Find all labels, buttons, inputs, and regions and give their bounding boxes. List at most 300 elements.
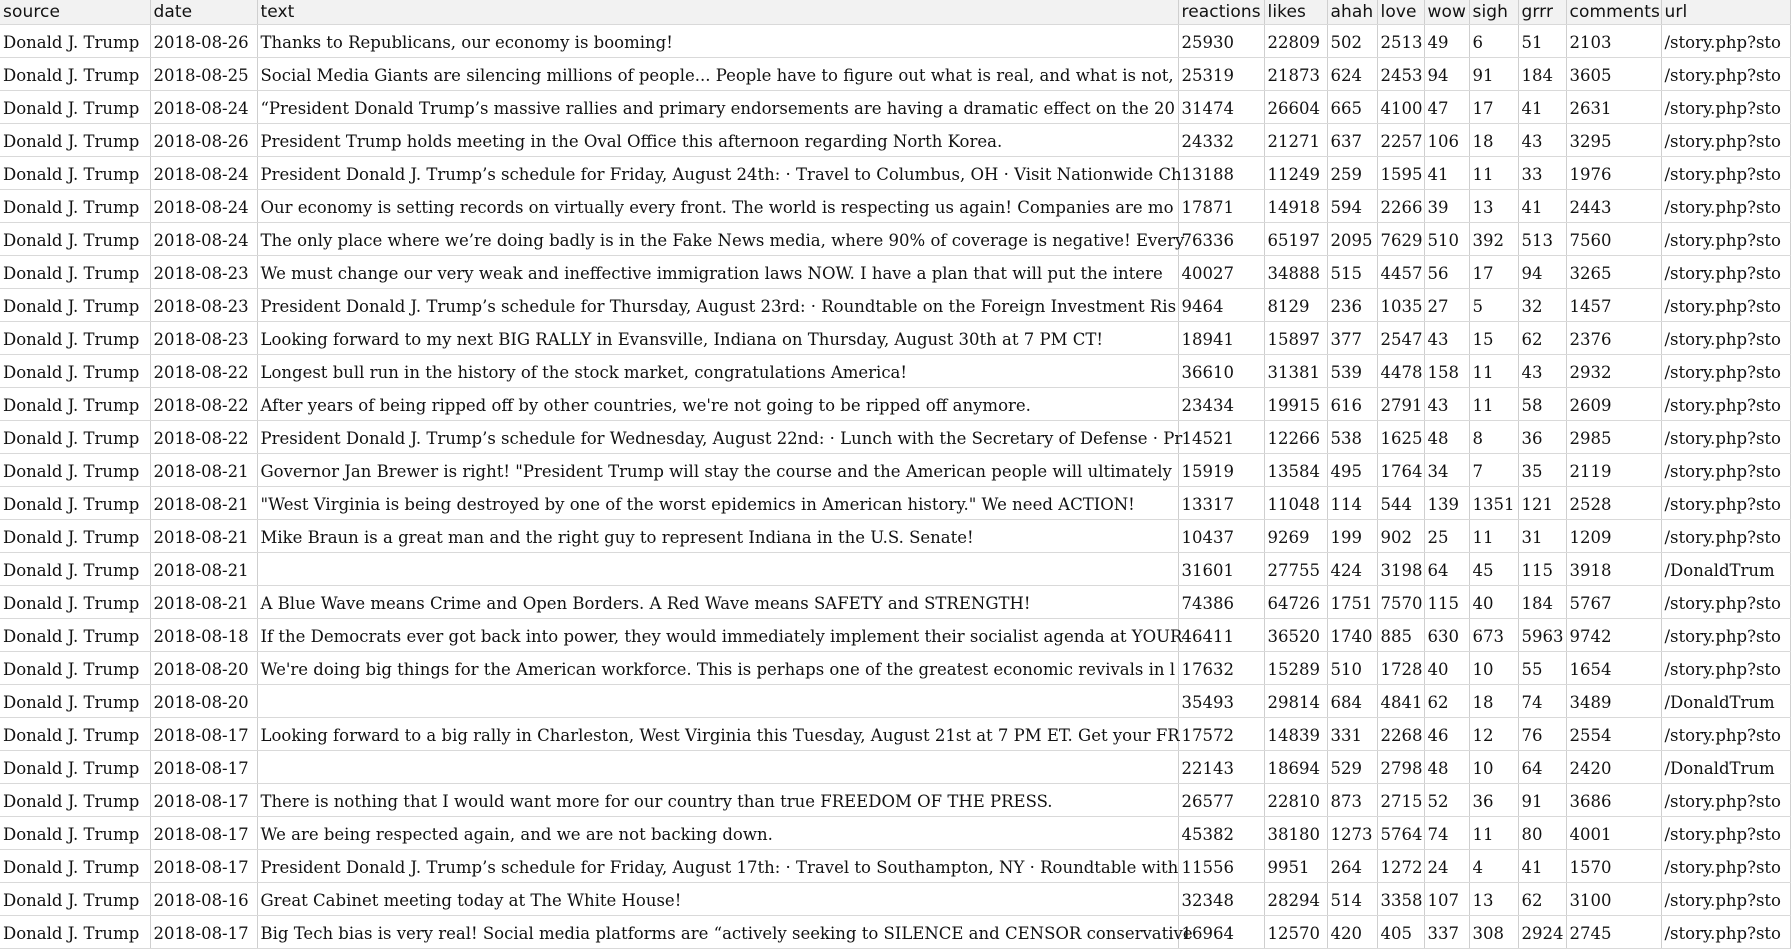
cell-text[interactable]: Thanks to Republicans, our economy is booming!	[257, 25, 1178, 58]
cell-love[interactable]: 885	[1377, 619, 1424, 652]
cell-ahah[interactable]: 236	[1327, 289, 1377, 322]
cell-url[interactable]: /story.php?sto	[1661, 124, 1790, 157]
cell-url[interactable]: /story.php?sto	[1661, 25, 1790, 58]
cell-reactions[interactable]: 74386	[1178, 586, 1264, 619]
cell-date[interactable]: 2018-08-21	[150, 487, 257, 520]
cell-likes[interactable]: 22809	[1264, 25, 1327, 58]
table-row[interactable]	[0, 850, 1790, 883]
cell-love[interactable]: 902	[1377, 520, 1424, 553]
cell-ahah[interactable]: 1751	[1327, 586, 1377, 619]
cell-sigh[interactable]: 6	[1469, 25, 1518, 58]
table-row[interactable]	[0, 124, 1790, 157]
table-row[interactable]	[0, 388, 1790, 421]
cell-likes[interactable]: 27755	[1264, 553, 1327, 586]
table-row[interactable]	[0, 619, 1790, 652]
cell-love[interactable]: 405	[1377, 916, 1424, 949]
cell-text[interactable]	[257, 553, 1178, 586]
cell-likes[interactable]: 12266	[1264, 421, 1327, 454]
cell-love[interactable]: 2268	[1377, 718, 1424, 751]
cell-love[interactable]: 3358	[1377, 883, 1424, 916]
cell-text[interactable]: Social Media Giants are silencing millions of people... People have to figure out what is real, and what is not,	[257, 58, 1178, 91]
cell-ahah[interactable]: 529	[1327, 751, 1377, 784]
table-row[interactable]	[0, 520, 1790, 553]
cell-wow[interactable]: 630	[1424, 619, 1469, 652]
cell-date[interactable]: 2018-08-24	[150, 190, 257, 223]
cell-grrr[interactable]: 55	[1518, 652, 1566, 685]
cell-comments[interactable]: 1654	[1566, 652, 1661, 685]
cell-comments[interactable]: 3265	[1566, 256, 1661, 289]
cell-love[interactable]: 2266	[1377, 190, 1424, 223]
cell-text[interactable]: Looking forward to a big rally in Charleston, West Virginia this Tuesday, August 21st at 7 PM ET. Get your FR	[257, 718, 1178, 751]
cell-text[interactable]: Our economy is setting records on virtually every front. The world is respecting us again! Companies are mo	[257, 190, 1178, 223]
cell-likes[interactable]: 14839	[1264, 718, 1327, 751]
cell-ahah[interactable]: 510	[1327, 652, 1377, 685]
cell-source[interactable]: Donald J. Trump	[0, 784, 150, 817]
cell-comments[interactable]: 2443	[1566, 190, 1661, 223]
cell-likes[interactable]: 21271	[1264, 124, 1327, 157]
cell-wow[interactable]: 337	[1424, 916, 1469, 949]
cell-date[interactable]: 2018-08-23	[150, 289, 257, 322]
cell-likes[interactable]: 38180	[1264, 817, 1327, 850]
cell-sigh[interactable]: 4	[1469, 850, 1518, 883]
cell-comments[interactable]: 2631	[1566, 91, 1661, 124]
cell-source[interactable]: Donald J. Trump	[0, 751, 150, 784]
cell-url[interactable]: /story.php?sto	[1661, 322, 1790, 355]
cell-reactions[interactable]: 24332	[1178, 124, 1264, 157]
cell-url[interactable]: /story.php?sto	[1661, 652, 1790, 685]
cell-date[interactable]: 2018-08-21	[150, 553, 257, 586]
cell-date[interactable]: 2018-08-18	[150, 619, 257, 652]
table-row[interactable]	[0, 91, 1790, 124]
cell-url[interactable]: /story.php?sto	[1661, 520, 1790, 553]
cell-source[interactable]: Donald J. Trump	[0, 190, 150, 223]
cell-ahah[interactable]: 2095	[1327, 223, 1377, 256]
cell-reactions[interactable]: 23434	[1178, 388, 1264, 421]
cell-likes[interactable]: 11048	[1264, 487, 1327, 520]
cell-source[interactable]: Donald J. Trump	[0, 25, 150, 58]
table-row[interactable]	[0, 289, 1790, 322]
cell-love[interactable]: 1625	[1377, 421, 1424, 454]
cell-url[interactable]: /story.php?sto	[1661, 883, 1790, 916]
cell-text[interactable]: "West Virginia is being destroyed by one of the worst epidemics in American history." We need ACTION!	[257, 487, 1178, 520]
cell-grrr[interactable]: 184	[1518, 58, 1566, 91]
cell-ahah[interactable]: 377	[1327, 322, 1377, 355]
cell-url[interactable]: /story.php?sto	[1661, 916, 1790, 949]
cell-wow[interactable]: 62	[1424, 685, 1469, 718]
cell-grrr[interactable]: 64	[1518, 751, 1566, 784]
cell-sigh[interactable]: 7	[1469, 454, 1518, 487]
cell-sigh[interactable]: 36	[1469, 784, 1518, 817]
cell-source[interactable]: Donald J. Trump	[0, 289, 150, 322]
cell-reactions[interactable]: 18941	[1178, 322, 1264, 355]
cell-likes[interactable]: 34888	[1264, 256, 1327, 289]
cell-love[interactable]: 4478	[1377, 355, 1424, 388]
cell-grrr[interactable]: 121	[1518, 487, 1566, 520]
cell-likes[interactable]: 14918	[1264, 190, 1327, 223]
table-row[interactable]	[0, 355, 1790, 388]
cell-comments[interactable]: 1976	[1566, 157, 1661, 190]
cell-text[interactable]: We must change our very weak and ineffective immigration laws NOW. I have a plan that will put the intere	[257, 256, 1178, 289]
cell-grrr[interactable]: 58	[1518, 388, 1566, 421]
cell-grrr[interactable]: 2924	[1518, 916, 1566, 949]
cell-date[interactable]: 2018-08-25	[150, 58, 257, 91]
cell-ahah[interactable]: 515	[1327, 256, 1377, 289]
cell-wow[interactable]: 139	[1424, 487, 1469, 520]
cell-date[interactable]: 2018-08-20	[150, 685, 257, 718]
cell-love[interactable]: 4100	[1377, 91, 1424, 124]
cell-text[interactable]: Longest bull run in the history of the stock market, congratulations America!	[257, 355, 1178, 388]
cell-likes[interactable]: 15289	[1264, 652, 1327, 685]
cell-likes[interactable]: 36520	[1264, 619, 1327, 652]
cell-sigh[interactable]: 17	[1469, 91, 1518, 124]
cell-grrr[interactable]: 43	[1518, 355, 1566, 388]
cell-likes[interactable]: 28294	[1264, 883, 1327, 916]
cell-ahah[interactable]: 502	[1327, 25, 1377, 58]
cell-date[interactable]: 2018-08-17	[150, 718, 257, 751]
cell-ahah[interactable]: 873	[1327, 784, 1377, 817]
cell-ahah[interactable]: 1740	[1327, 619, 1377, 652]
cell-date[interactable]: 2018-08-21	[150, 454, 257, 487]
table-row[interactable]	[0, 487, 1790, 520]
cell-comments[interactable]: 3605	[1566, 58, 1661, 91]
cell-wow[interactable]: 25	[1424, 520, 1469, 553]
cell-sigh[interactable]: 11	[1469, 157, 1518, 190]
cell-comments[interactable]: 9742	[1566, 619, 1661, 652]
cell-date[interactable]: 2018-08-21	[150, 520, 257, 553]
cell-ahah[interactable]: 495	[1327, 454, 1377, 487]
cell-text[interactable]: Mike Braun is a great man and the right guy to represent Indiana in the U.S. Senate!	[257, 520, 1178, 553]
cell-wow[interactable]: 47	[1424, 91, 1469, 124]
cell-grrr[interactable]: 51	[1518, 25, 1566, 58]
cell-comments[interactable]: 1209	[1566, 520, 1661, 553]
cell-date[interactable]: 2018-08-22	[150, 421, 257, 454]
cell-reactions[interactable]: 31474	[1178, 91, 1264, 124]
cell-sigh[interactable]: 10	[1469, 652, 1518, 685]
cell-sigh[interactable]: 308	[1469, 916, 1518, 949]
column-header-likes[interactable]: likes	[1264, 0, 1327, 25]
cell-love[interactable]: 2257	[1377, 124, 1424, 157]
cell-comments[interactable]: 2745	[1566, 916, 1661, 949]
table-row[interactable]	[0, 784, 1790, 817]
cell-comments[interactable]: 1457	[1566, 289, 1661, 322]
cell-wow[interactable]: 40	[1424, 652, 1469, 685]
cell-text[interactable]: President Trump holds meeting in the Oval Office this afternoon regarding North Korea.	[257, 124, 1178, 157]
cell-url[interactable]: /story.php?sto	[1661, 190, 1790, 223]
cell-grrr[interactable]: 31	[1518, 520, 1566, 553]
cell-likes[interactable]: 64726	[1264, 586, 1327, 619]
cell-wow[interactable]: 41	[1424, 157, 1469, 190]
cell-love[interactable]: 2715	[1377, 784, 1424, 817]
cell-comments[interactable]: 3686	[1566, 784, 1661, 817]
cell-reactions[interactable]: 15919	[1178, 454, 1264, 487]
column-header-url[interactable]: url	[1661, 0, 1790, 25]
cell-ahah[interactable]: 684	[1327, 685, 1377, 718]
cell-sigh[interactable]: 392	[1469, 223, 1518, 256]
cell-url[interactable]: /DonaldTrum	[1661, 685, 1790, 718]
cell-likes[interactable]: 8129	[1264, 289, 1327, 322]
cell-sigh[interactable]: 11	[1469, 520, 1518, 553]
cell-source[interactable]: Donald J. Trump	[0, 58, 150, 91]
cell-reactions[interactable]: 14521	[1178, 421, 1264, 454]
cell-ahah[interactable]: 624	[1327, 58, 1377, 91]
cell-text[interactable]	[257, 685, 1178, 718]
cell-ahah[interactable]: 259	[1327, 157, 1377, 190]
cell-ahah[interactable]: 616	[1327, 388, 1377, 421]
cell-ahah[interactable]: 637	[1327, 124, 1377, 157]
cell-comments[interactable]: 5767	[1566, 586, 1661, 619]
cell-wow[interactable]: 39	[1424, 190, 1469, 223]
cell-reactions[interactable]: 40027	[1178, 256, 1264, 289]
cell-date[interactable]: 2018-08-21	[150, 586, 257, 619]
cell-comments[interactable]: 3918	[1566, 553, 1661, 586]
cell-date[interactable]: 2018-08-26	[150, 25, 257, 58]
cell-love[interactable]: 7570	[1377, 586, 1424, 619]
cell-likes[interactable]: 21873	[1264, 58, 1327, 91]
cell-grrr[interactable]: 62	[1518, 322, 1566, 355]
cell-sigh[interactable]: 12	[1469, 718, 1518, 751]
cell-sigh[interactable]: 673	[1469, 619, 1518, 652]
cell-url[interactable]: /story.php?sto	[1661, 718, 1790, 751]
cell-sigh[interactable]: 11	[1469, 817, 1518, 850]
cell-date[interactable]: 2018-08-17	[150, 850, 257, 883]
table-row[interactable]	[0, 190, 1790, 223]
cell-love[interactable]: 2791	[1377, 388, 1424, 421]
cell-reactions[interactable]: 25930	[1178, 25, 1264, 58]
cell-likes[interactable]: 19915	[1264, 388, 1327, 421]
cell-source[interactable]: Donald J. Trump	[0, 256, 150, 289]
cell-text[interactable]: “President Donald Trump’s massive rallies and primary endorsements are having a dramatic effect on the 20	[257, 91, 1178, 124]
cell-sigh[interactable]: 13	[1469, 190, 1518, 223]
cell-text[interactable]: The only place where we’re doing badly is in the Fake News media, where 90% of coverage is negative! Every	[257, 223, 1178, 256]
cell-ahah[interactable]: 199	[1327, 520, 1377, 553]
cell-date[interactable]: 2018-08-24	[150, 223, 257, 256]
cell-reactions[interactable]: 10437	[1178, 520, 1264, 553]
cell-likes[interactable]: 12570	[1264, 916, 1327, 949]
cell-wow[interactable]: 56	[1424, 256, 1469, 289]
cell-wow[interactable]: 74	[1424, 817, 1469, 850]
cell-sigh[interactable]: 17	[1469, 256, 1518, 289]
cell-comments[interactable]: 1570	[1566, 850, 1661, 883]
cell-sigh[interactable]: 11	[1469, 388, 1518, 421]
cell-love[interactable]: 1035	[1377, 289, 1424, 322]
cell-wow[interactable]: 115	[1424, 586, 1469, 619]
cell-reactions[interactable]: 17871	[1178, 190, 1264, 223]
table-row[interactable]	[0, 256, 1790, 289]
cell-sigh[interactable]: 8	[1469, 421, 1518, 454]
cell-wow[interactable]: 106	[1424, 124, 1469, 157]
cell-source[interactable]: Donald J. Trump	[0, 586, 150, 619]
cell-sigh[interactable]: 18	[1469, 124, 1518, 157]
table-row[interactable]	[0, 421, 1790, 454]
cell-text[interactable]: There is nothing that I would want more for our country than true FREEDOM OF THE PRESS.	[257, 784, 1178, 817]
cell-url[interactable]: /DonaldTrum	[1661, 553, 1790, 586]
cell-grrr[interactable]: 80	[1518, 817, 1566, 850]
cell-url[interactable]: /story.php?sto	[1661, 850, 1790, 883]
cell-likes[interactable]: 22810	[1264, 784, 1327, 817]
cell-reactions[interactable]: 25319	[1178, 58, 1264, 91]
cell-love[interactable]: 4841	[1377, 685, 1424, 718]
cell-grrr[interactable]: 32	[1518, 289, 1566, 322]
cell-comments[interactable]: 2985	[1566, 421, 1661, 454]
cell-text[interactable]: A Blue Wave means Crime and Open Borders. A Red Wave means SAFETY and STRENGTH!	[257, 586, 1178, 619]
cell-grrr[interactable]: 76	[1518, 718, 1566, 751]
cell-love[interactable]: 1728	[1377, 652, 1424, 685]
cell-wow[interactable]: 158	[1424, 355, 1469, 388]
cell-grrr[interactable]: 35	[1518, 454, 1566, 487]
cell-source[interactable]: Donald J. Trump	[0, 718, 150, 751]
cell-text[interactable]: We're doing big things for the American workforce. This is perhaps one of the greatest economic revivals in l	[257, 652, 1178, 685]
cell-text[interactable]: Big Tech bias is very real! Social media platforms are “actively seeking to SILENCE and CENSOR conservative	[257, 916, 1178, 949]
cell-wow[interactable]: 52	[1424, 784, 1469, 817]
cell-url[interactable]: /story.php?sto	[1661, 157, 1790, 190]
table-row[interactable]	[0, 883, 1790, 916]
cell-sigh[interactable]: 18	[1469, 685, 1518, 718]
table-row[interactable]	[0, 586, 1790, 619]
cell-wow[interactable]: 64	[1424, 553, 1469, 586]
cell-reactions[interactable]: 16964	[1178, 916, 1264, 949]
cell-wow[interactable]: 48	[1424, 751, 1469, 784]
cell-source[interactable]: Donald J. Trump	[0, 322, 150, 355]
cell-grrr[interactable]: 36	[1518, 421, 1566, 454]
cell-grrr[interactable]: 33	[1518, 157, 1566, 190]
cell-grrr[interactable]: 62	[1518, 883, 1566, 916]
cell-date[interactable]: 2018-08-17	[150, 784, 257, 817]
cell-date[interactable]: 2018-08-24	[150, 91, 257, 124]
cell-comments[interactable]: 2528	[1566, 487, 1661, 520]
cell-sigh[interactable]: 15	[1469, 322, 1518, 355]
table-row[interactable]	[0, 652, 1790, 685]
cell-wow[interactable]: 48	[1424, 421, 1469, 454]
cell-ahah[interactable]: 1273	[1327, 817, 1377, 850]
cell-love[interactable]: 3198	[1377, 553, 1424, 586]
cell-date[interactable]: 2018-08-23	[150, 322, 257, 355]
cell-ahah[interactable]: 264	[1327, 850, 1377, 883]
cell-source[interactable]: Donald J. Trump	[0, 685, 150, 718]
cell-url[interactable]: /story.php?sto	[1661, 388, 1790, 421]
cell-source[interactable]: Donald J. Trump	[0, 487, 150, 520]
cell-reactions[interactable]: 11556	[1178, 850, 1264, 883]
cell-love[interactable]: 2453	[1377, 58, 1424, 91]
cell-sigh[interactable]: 10	[1469, 751, 1518, 784]
cell-source[interactable]: Donald J. Trump	[0, 817, 150, 850]
cell-text[interactable]: President Donald J. Trump’s schedule for Friday, August 17th: · Travel to Southampton, NY · Roundtable with	[257, 850, 1178, 883]
cell-date[interactable]: 2018-08-20	[150, 652, 257, 685]
cell-reactions[interactable]: 46411	[1178, 619, 1264, 652]
cell-likes[interactable]: 31381	[1264, 355, 1327, 388]
cell-love[interactable]: 2513	[1377, 25, 1424, 58]
cell-reactions[interactable]: 9464	[1178, 289, 1264, 322]
table-row[interactable]	[0, 718, 1790, 751]
cell-reactions[interactable]: 32348	[1178, 883, 1264, 916]
cell-url[interactable]: /story.php?sto	[1661, 223, 1790, 256]
cell-sigh[interactable]: 13	[1469, 883, 1518, 916]
cell-love[interactable]: 1272	[1377, 850, 1424, 883]
cell-likes[interactable]: 9951	[1264, 850, 1327, 883]
cell-url[interactable]: /story.php?sto	[1661, 487, 1790, 520]
cell-wow[interactable]: 34	[1424, 454, 1469, 487]
cell-comments[interactable]: 7560	[1566, 223, 1661, 256]
cell-wow[interactable]: 27	[1424, 289, 1469, 322]
cell-text[interactable]: If the Democrats ever got back into power, they would immediately implement their socialist agenda at YOUR	[257, 619, 1178, 652]
cell-sigh[interactable]: 5	[1469, 289, 1518, 322]
cell-grrr[interactable]: 91	[1518, 784, 1566, 817]
cell-url[interactable]: /DonaldTrum	[1661, 751, 1790, 784]
cell-grrr[interactable]: 41	[1518, 91, 1566, 124]
cell-likes[interactable]: 18694	[1264, 751, 1327, 784]
cell-grrr[interactable]: 41	[1518, 850, 1566, 883]
cell-grrr[interactable]: 184	[1518, 586, 1566, 619]
cell-love[interactable]: 4457	[1377, 256, 1424, 289]
cell-date[interactable]: 2018-08-26	[150, 124, 257, 157]
cell-comments[interactable]: 2932	[1566, 355, 1661, 388]
cell-date[interactable]: 2018-08-24	[150, 157, 257, 190]
cell-url[interactable]: /story.php?sto	[1661, 619, 1790, 652]
cell-love[interactable]: 2798	[1377, 751, 1424, 784]
cell-text[interactable]: Great Cabinet meeting today at The White House!	[257, 883, 1178, 916]
cell-url[interactable]: /story.php?sto	[1661, 586, 1790, 619]
cell-grrr[interactable]: 115	[1518, 553, 1566, 586]
table-row[interactable]	[0, 751, 1790, 784]
cell-ahah[interactable]: 539	[1327, 355, 1377, 388]
cell-source[interactable]: Donald J. Trump	[0, 850, 150, 883]
cell-text[interactable]: President Donald J. Trump’s schedule for Friday, August 24th: · Travel to Columbus, OH · Visit Nationwide Ch	[257, 157, 1178, 190]
cell-wow[interactable]: 46	[1424, 718, 1469, 751]
cell-comments[interactable]: 2554	[1566, 718, 1661, 751]
cell-source[interactable]: Donald J. Trump	[0, 454, 150, 487]
table-row[interactable]	[0, 58, 1790, 91]
cell-text[interactable]: After years of being ripped off by other countries, we're not going to be ripped off anymore.	[257, 388, 1178, 421]
cell-source[interactable]: Donald J. Trump	[0, 355, 150, 388]
cell-wow[interactable]: 24	[1424, 850, 1469, 883]
cell-date[interactable]: 2018-08-17	[150, 751, 257, 784]
column-header-wow[interactable]: wow	[1424, 0, 1469, 25]
cell-love[interactable]: 7629	[1377, 223, 1424, 256]
cell-wow[interactable]: 49	[1424, 25, 1469, 58]
column-header-grrr[interactable]: grrr	[1518, 0, 1566, 25]
cell-comments[interactable]: 3489	[1566, 685, 1661, 718]
cell-url[interactable]: /story.php?sto	[1661, 817, 1790, 850]
cell-sigh[interactable]: 45	[1469, 553, 1518, 586]
cell-sigh[interactable]: 1351	[1469, 487, 1518, 520]
cell-love[interactable]: 544	[1377, 487, 1424, 520]
cell-ahah[interactable]: 424	[1327, 553, 1377, 586]
cell-ahah[interactable]: 514	[1327, 883, 1377, 916]
cell-likes[interactable]: 11249	[1264, 157, 1327, 190]
cell-comments[interactable]: 2119	[1566, 454, 1661, 487]
cell-likes[interactable]: 13584	[1264, 454, 1327, 487]
cell-comments[interactable]: 4001	[1566, 817, 1661, 850]
cell-text[interactable]: President Donald J. Trump’s schedule for Wednesday, August 22nd: · Lunch with the Secretary of Defense · Pr	[257, 421, 1178, 454]
cell-date[interactable]: 2018-08-16	[150, 883, 257, 916]
cell-comments[interactable]: 3295	[1566, 124, 1661, 157]
cell-ahah[interactable]: 594	[1327, 190, 1377, 223]
table-row[interactable]	[0, 157, 1790, 190]
cell-reactions[interactable]: 76336	[1178, 223, 1264, 256]
cell-ahah[interactable]: 114	[1327, 487, 1377, 520]
cell-wow[interactable]: 510	[1424, 223, 1469, 256]
cell-text[interactable]	[257, 751, 1178, 784]
cell-source[interactable]: Donald J. Trump	[0, 223, 150, 256]
table-row[interactable]	[0, 916, 1790, 949]
cell-likes[interactable]: 65197	[1264, 223, 1327, 256]
cell-url[interactable]: /story.php?sto	[1661, 784, 1790, 817]
cell-love[interactable]: 1764	[1377, 454, 1424, 487]
cell-source[interactable]: Donald J. Trump	[0, 388, 150, 421]
cell-reactions[interactable]: 13317	[1178, 487, 1264, 520]
cell-wow[interactable]: 43	[1424, 388, 1469, 421]
cell-text[interactable]: Looking forward to my next BIG RALLY in Evansville, Indiana on Thursday, August 30th at 7 PM CT!	[257, 322, 1178, 355]
cell-text[interactable]: We are being respected again, and we are not backing down.	[257, 817, 1178, 850]
